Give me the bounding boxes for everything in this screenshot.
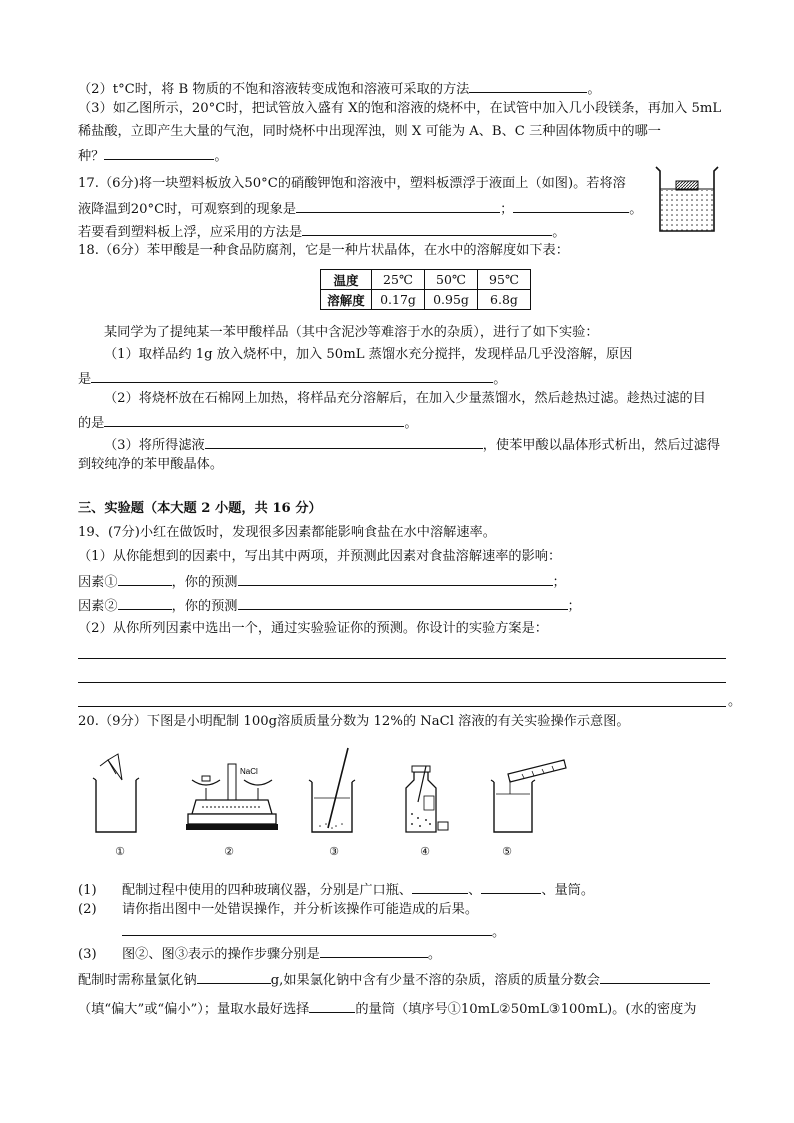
q18-p1-line2 [78,367,506,390]
q16-part2-text: （2）t°C时，将 B 物质的不饱和溶液转变成饱和溶液可采取的方法 [78,82,470,97]
q20-blank-cylinder[interactable] [309,997,355,1013]
q16-part3-end: 。 [214,149,228,164]
q16-part3-blank[interactable] [104,144,214,160]
q20-weigh-text: 配制时需称量氯化钠 [78,973,197,988]
figure-label-1: ① [115,845,125,858]
q18-p2-prompt: 的是 [78,416,105,431]
q19-answer-line-1[interactable] [78,658,726,659]
q20-blank-steps[interactable] [320,942,428,958]
q20-cylinder-text-a: （填“偏大”或“偏小”）；量取水最好选择 [78,1002,310,1017]
q20-p3-text: 图②、图③表示的操作步骤分别是 [122,947,320,962]
q18-blank-reason[interactable] [91,367,493,383]
q17-line3-end: 。 [552,225,566,240]
q19-end-mark: 。 [728,694,742,709]
q17-blank-phenomenon-1[interactable] [296,197,500,213]
q20-line-weigh [78,968,710,991]
q20-p2 [78,900,478,920]
q19-line1: 19、(7分)小红在做饭时，发现很多因素都能影响食盐在水中溶解速率。 [78,525,496,540]
balance-scale-figure [184,752,280,836]
figure-label-5: ⑤ [502,845,512,858]
q20-p1 [78,878,594,901]
q17-line2-end: 。 [629,202,643,217]
q20-blank-mass[interactable] [197,968,271,984]
solubility-table [320,269,531,310]
q17-blank-method[interactable] [302,220,552,236]
table-head-temp: 温度 [321,270,372,290]
q18-p3-line2: 到较纯净的苯甲酸晶体。 [78,457,224,472]
beaker-floating-board-figure [650,163,722,237]
table-cell: 0.17g [372,290,425,310]
q18-line1: 18.（6分）苯甲酸是一种食品防腐剂，它是一种片状晶体，在水中的溶解度如下表： [78,243,569,258]
q20-p2-end: 。 [492,925,506,940]
pour-water-figure [488,752,568,836]
q20-p2-num: (2) [78,902,97,917]
solubility-row-temp [321,270,531,290]
table-head-solubility: 溶解度 [321,290,372,310]
table-cell: 50℃ [425,270,478,290]
q18-p1-end: 。 [493,372,507,387]
q20-cylinder-text-b: 的量筒（填序号①10mL②50mL③100mL)。(水的密度为 [355,1002,697,1017]
table-cell: 6.8g [478,290,531,310]
reagent-bottle-figure [398,762,458,836]
q18-intro: 某同学为了提纯某一苯甲酸样品（其中含泥沙等难溶于水的杂质），进行了如下实验： [104,325,599,340]
q16-part2-end: 。 [587,82,601,97]
nacl-label: NaCl [240,767,258,776]
q19-factor2 [78,594,581,617]
q20-blank-instrument-1[interactable] [412,878,468,894]
q18-p1-prompt: 是 [78,372,92,387]
q18-p3-line1 [104,433,720,456]
q18-p2-line1: （2）将烧杯放在石棉网上加热，将样品充分溶解后，在加入少量蒸馏水，然后趁热过滤。趁热过滤的目 [104,391,706,406]
q17-line2-text: 液降温到20°C时，可观察到的现象是 [78,202,297,217]
figure-label-3: ③ [329,845,339,858]
q16-part3-line1: （3）如乙图所示，20°C时，把试管放入盛有 X的饱和溶液的烧杯中，在试管中加入几小段镁条，再加入 5mL [78,101,722,116]
table-cell: 25℃ [372,270,425,290]
factor2-label: 因素② [78,599,118,614]
solubility-row-value [321,290,531,310]
section-title: 三、实验题（本大题 2 小题，共 16 分） [78,501,322,516]
factor2-blank[interactable] [118,594,172,610]
q18-p2-end: 。 [404,416,418,431]
q20-p2-answer [122,920,505,943]
q20-blank-fraction[interactable] [600,968,710,984]
q17-line2-sep: ； [500,202,514,217]
q20-p3-end: 。 [427,947,441,962]
factor1-predict-blank[interactable] [238,570,553,586]
q18-p1-line1: （1）取样品约 1g 放入烧杯中，加入 50mL 蒸馏水充分搅拌，发现样品几乎没溶解，原因 [104,347,633,362]
factor1-blank[interactable] [118,570,172,586]
q19-line2: （1）从你能想到的因素中，写出其中两项，并预测此因素对食盐溶解速率的影响： [78,549,562,564]
beaker-stir-figure [306,746,362,836]
q16-part3-line3 [78,144,228,167]
q20-weigh-text-b: g,如果氯化钠中含有少量不溶的杂质，溶质的质量分数会 [270,973,600,988]
q18-blank-purpose[interactable] [104,411,404,427]
factor1-end: ； [552,575,566,590]
q20-p1-text: 配制过程中使用的四种玻璃仪器，分别是广口瓶、 [122,883,413,898]
factor1-predict-label: ，你的预测 [171,575,238,590]
q18-p3-text-a: （3）将所得滤液 [104,438,205,453]
q19-answer-line-2[interactable] [78,682,726,683]
figure-label-4: ④ [420,845,430,858]
q20-line1: 20.（9分）下图是小明配制 100g溶质质量分数为 12%的 NaCl 溶液的有关实验操作示意图。 [78,714,630,729]
factor2-predict-label: ，你的预测 [171,599,238,614]
table-cell: 95℃ [478,270,531,290]
q18-blank-operation[interactable] [205,433,483,449]
q20-line-cylinder [78,997,696,1020]
q16-part3-line2: 稀盐酸，立即产生大量的气泡，同时烧杯中出现浑浊，则 X 可能为 A、B、C 三种固体物质中的哪一 [78,124,661,139]
factor2-predict-blank[interactable] [238,594,568,610]
q20-blank-instrument-2[interactable] [481,878,541,894]
figure-label-2: ② [224,845,234,858]
q19-answer-line-3[interactable] [78,706,726,707]
q17-line3 [78,220,565,243]
q17-line1: 17.（6分)将一块塑料板放入50°C的硝酸钾饱和溶液中，塑料板漂浮于液面上（如图)。若将溶 [78,176,626,191]
factor2-end: ； [567,599,581,614]
q16-part2-blank[interactable] [469,77,587,93]
beaker-pour-salt-figure [88,752,148,836]
q16-part3-prompt: 种？ [78,149,105,164]
q17-line2 [78,197,642,220]
q20-p1-end: 、量筒。 [541,883,595,898]
q17-blank-phenomenon-2[interactable] [513,197,629,213]
q19-line5: （2）从你所列因素中选出一个，通过实验验证你的预测。你设计的实验方案是： [78,621,548,636]
q20-p1-num: (1) [78,883,97,898]
factor1-label: 因素① [78,575,118,590]
q18-p3-text-b: ，使苯甲酸以晶体形式析出，然后过滤得 [482,438,721,453]
q19-factor1 [78,570,566,593]
q20-p1-sep: 、 [468,883,482,898]
q20-p3-num: (3) [78,947,97,962]
q20-p3 [78,942,441,965]
q18-p2-line2 [78,411,418,434]
table-cell: 0.95g [425,290,478,310]
q20-blank-error[interactable] [122,920,492,936]
q17-line3-text: 若要看到塑料板上浮，应采用的方法是 [78,225,303,240]
q16-part2 [78,77,601,100]
q20-p2-text: 请你指出图中一处错误操作，并分析该操作可能造成的后果。 [122,902,479,917]
